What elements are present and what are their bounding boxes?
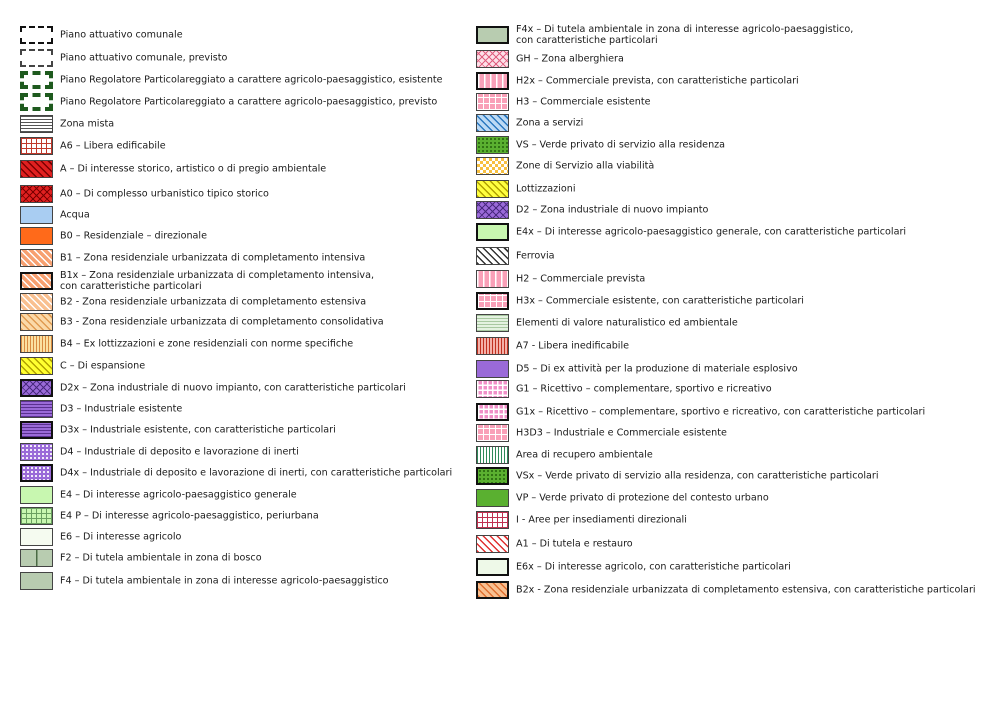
legend-label-line: F4 – Di tutela ambientale in zona di interesse agricolo-paesaggistico: [60, 575, 389, 587]
legend-item: [20, 184, 460, 204]
legend-label: [516, 364, 798, 375]
legend-label-line: B3 - Zona residenziale urbanizzata di completamento consolidativa: [60, 316, 384, 328]
legend-item: [20, 399, 460, 419]
legend-item: [20, 226, 460, 246]
legend-label-line: B0 – Residenziale – direzionale: [60, 230, 207, 242]
legend-label-line: Piano attuativo comunale: [60, 29, 183, 41]
legend-swatch: [20, 272, 53, 290]
legend-item: [20, 356, 460, 376]
legend-label-line: con caratteristiche particolari: [60, 281, 202, 292]
legend-label-line: con caratteristiche particolari: [516, 35, 658, 46]
legend-swatch: [20, 293, 53, 311]
legend-swatch: [20, 71, 53, 89]
legend-label: [60, 425, 336, 436]
legend-swatch: [476, 360, 509, 378]
legend-item: [20, 312, 460, 332]
legend-item: [20, 271, 460, 291]
legend-label: [516, 140, 725, 151]
legend-item: [20, 485, 460, 505]
legend-item: [20, 506, 460, 526]
legend-label: [516, 585, 976, 596]
legend-item: [476, 291, 976, 311]
legend-label: [60, 553, 262, 564]
legend-item: [20, 334, 460, 354]
legend-swatch: [20, 249, 53, 267]
legend-label-line: H2 – Commerciale prevista: [516, 273, 646, 285]
legend-label-line: A – Di interesse storico, artistico o di pregio ambientale: [60, 163, 327, 175]
legend-swatch: [476, 270, 509, 288]
legend-item: [20, 92, 460, 112]
legend-swatch: [476, 558, 509, 576]
legend-swatch: [20, 357, 53, 375]
legend-label: [516, 274, 645, 285]
legend-swatch: [476, 157, 509, 175]
legend-label: [60, 339, 353, 350]
legend-swatch: [476, 581, 509, 599]
legend-swatch: [20, 464, 53, 482]
legend-swatch: [20, 528, 53, 546]
legend-label-line: B2x - Zona residenziale urbanizzata di completamento estensiva, con caratteristiche particolari: [516, 584, 976, 596]
legend-label: [60, 119, 114, 130]
legend-item: [20, 463, 460, 483]
legend-swatch: [20, 379, 53, 397]
legend-label-line: D4 – Industriale di deposito e lavorazione di inerti: [60, 446, 299, 458]
legend-item: [476, 557, 976, 577]
legend-label: [516, 54, 624, 65]
legend-swatch: [20, 443, 53, 461]
legend-item: [476, 445, 976, 465]
legend-swatch: [476, 72, 509, 90]
legend-label: [60, 253, 365, 264]
legend-item: [20, 159, 460, 179]
legend-label: [60, 490, 297, 501]
legend-item: [20, 48, 460, 68]
legend-label-line: C – Di espansione: [60, 360, 146, 372]
legend-label-line: VSx – Verde privato di servizio alla residenza, con caratteristiche particolari: [516, 470, 879, 482]
legend-label-line: Ferrovia: [516, 250, 555, 262]
legend-label: [60, 447, 299, 458]
legend-item: [476, 269, 976, 289]
legend-swatch: [476, 403, 509, 421]
legend-item: [476, 222, 976, 242]
legend-label-line: B2 - Zona residenziale urbanizzata di completamento estensiva: [60, 296, 367, 308]
legend-swatch: [476, 180, 509, 198]
legend-label: [516, 493, 769, 504]
legend-swatch: [20, 572, 53, 590]
legend-label-line: VP – Verde privato di protezione del contesto urbano: [516, 492, 769, 504]
legend-label-line: B1x – Zona residenziale urbanizzata di completamento intensiva,: [60, 270, 375, 281]
legend-label: [516, 562, 791, 573]
legend-label: [60, 383, 406, 394]
legend-item: [20, 420, 460, 440]
legend-item: [20, 442, 460, 462]
legend-item: [20, 548, 460, 568]
legend-label: [60, 141, 166, 152]
legend-item: [476, 49, 976, 69]
legend-item: [476, 71, 976, 91]
legend-item: [476, 534, 976, 554]
legend-item: [20, 378, 460, 398]
legend-label-line: Piano Regolatore Particolareggiato a carattere agricolo-paesaggistico, esistente: [60, 74, 443, 86]
legend-label: [60, 30, 183, 41]
legend-label-line: Elementi di valore naturalistico ed ambientale: [516, 317, 738, 329]
legend-label: [60, 270, 374, 292]
legend-item: [476, 25, 976, 45]
legend-label: [516, 407, 925, 418]
legend-label: [516, 76, 799, 87]
legend-label-line: A6 – Libera edificabile: [60, 140, 166, 152]
legend-item: [20, 248, 460, 268]
legend-label: [60, 231, 207, 242]
legend-swatch: [476, 337, 509, 355]
legend-swatch: [476, 292, 509, 310]
legend-item: [476, 510, 976, 530]
legend-item: [476, 179, 976, 199]
legend-label-line: H2x – Commerciale prevista, con caratteristiche particolari: [516, 75, 799, 87]
legend-label-line: F2 – Di tutela ambientale in zona di bosco: [60, 552, 262, 564]
legend-label-line: G1 – Ricettivo – complementare, sportivo e ricreativo: [516, 383, 772, 395]
legend-label-line: Zone di Servizio alla viabilità: [516, 160, 655, 172]
legend-label-line: E4 P – Di interesse agricolo-paesaggistico, periurbana: [60, 510, 319, 522]
legend-swatch: [20, 137, 53, 155]
legend-label-line: VS – Verde privato di servizio alla residenza: [516, 139, 726, 151]
legend-swatch: [476, 50, 509, 68]
legend-label-line: D2x – Zona industriale di nuovo impianto, con caratteristiche particolari: [60, 382, 406, 394]
legend-label: [60, 189, 269, 200]
legend-item: [476, 466, 976, 486]
legend-label-line: D3x – Industriale esistente, con caratteristiche particolari: [60, 424, 336, 436]
legend-swatch: [20, 421, 53, 439]
legend-label: [516, 227, 906, 238]
legend-swatch: [20, 549, 53, 567]
legend-swatch: [20, 313, 53, 331]
legend-label-line: G1x – Ricettivo – complementare, sportivo e ricreativo, con caratteristiche particolari: [516, 406, 926, 418]
legend-item: [20, 292, 460, 312]
legend-label: [60, 53, 227, 64]
legend-item: [476, 246, 976, 266]
legend-swatch: [20, 227, 53, 245]
legend-item: [476, 200, 976, 220]
legend-swatch: [20, 115, 53, 133]
legend-label-line: H3 – Commerciale esistente: [516, 96, 651, 108]
legend-swatch: [20, 93, 53, 111]
legend-label-line: Lottizzazioni: [516, 183, 576, 195]
legend-item: [476, 359, 976, 379]
legend-label: [516, 450, 653, 461]
legend-label: [516, 97, 651, 108]
legend-swatch: [476, 424, 509, 442]
legend-label-line: B4 – Ex lottizzazioni e zone residenziali con norme specifiche: [60, 338, 354, 350]
legend-label: [60, 468, 452, 479]
legend-label: [516, 318, 738, 329]
legend-item: [20, 114, 460, 134]
legend-label-line: Area di recupero ambientale: [516, 449, 653, 461]
legend-label-line: H3D3 – Industriale e Commerciale esistente: [516, 427, 727, 439]
legend-swatch: [476, 223, 509, 241]
legend-swatch: [476, 201, 509, 219]
legend-item: [20, 136, 460, 156]
legend-item: [476, 423, 976, 443]
legend-label-line: E6 – Di interesse agricolo: [60, 531, 182, 543]
legend-label: [516, 515, 687, 526]
legend-label-line: D2 – Zona industriale di nuovo impianto: [516, 204, 709, 216]
legend-swatch: [476, 535, 509, 553]
legend-label-line: E4 – Di interesse agricolo-paesaggistico generale: [60, 489, 297, 501]
legend-swatch: [20, 26, 53, 44]
legend-swatch: [476, 511, 509, 529]
legend-swatch: [20, 486, 53, 504]
legend-label-line: D3 – Industriale esistente: [60, 403, 183, 415]
legend-label: [516, 539, 633, 550]
legend-label-line: E6x – Di interesse agricolo, con caratteristiche particolari: [516, 561, 791, 573]
legend-swatch: [20, 49, 53, 67]
legend-swatch: [476, 114, 509, 132]
legend-label-line: Acqua: [60, 209, 90, 221]
legend-label: [60, 361, 145, 372]
legend-item: [476, 313, 976, 333]
legend-label-line: Zona a servizi: [516, 117, 584, 129]
legend-item: [476, 402, 976, 422]
legend-item: [476, 135, 976, 155]
legend-label-line: Piano Regolatore Particolareggiato a carattere agricolo-paesaggistico, previsto: [60, 96, 438, 108]
legend-label: [60, 297, 366, 308]
legend-label: [516, 428, 727, 439]
legend-item: [476, 488, 976, 508]
legend-label: [60, 576, 389, 587]
legend-swatch: [476, 314, 509, 332]
legend-label-line: A1 – Di tutela e restauro: [516, 538, 633, 550]
legend-swatch: [20, 400, 53, 418]
legend-label-line: H3x – Commerciale esistente, con caratteristiche particolari: [516, 295, 804, 307]
legend-swatch: [476, 446, 509, 464]
legend-label: [60, 210, 90, 221]
legend-label: [60, 511, 319, 522]
legend-label: [516, 251, 555, 262]
legend-label-line: D4x – Industriale di deposito e lavorazione di inerti, con caratteristiche particolari: [60, 467, 453, 479]
legend-item: [20, 25, 460, 45]
legend-item: [20, 70, 460, 90]
legend-label: [516, 341, 629, 352]
legend-swatch: [476, 380, 509, 398]
legend-swatch: [20, 185, 53, 203]
legend-item: [476, 379, 976, 399]
legend-label: [516, 184, 576, 195]
legend-item: [476, 113, 976, 133]
legend-item: [20, 205, 460, 225]
legend-label-line: Zona mista: [60, 118, 115, 130]
legend-label: [60, 97, 437, 108]
legend-label: [516, 161, 654, 172]
legend-item: [476, 92, 976, 112]
legend-swatch: [476, 136, 509, 154]
legend-label-line: A7 - Libera inedificabile: [516, 340, 630, 352]
legend-label-line: F4x – Di tutela ambientale in zona di interesse agricolo-paesaggistico,: [516, 24, 854, 35]
legend-label-line: GH – Zona alberghiera: [516, 53, 624, 65]
legend-label: [516, 471, 879, 482]
legend-label-line: Piano attuativo comunale, previsto: [60, 52, 228, 64]
legend-swatch: [20, 507, 53, 525]
legend-label: [60, 404, 182, 415]
legend-label: [60, 532, 181, 543]
legend-label: [516, 205, 708, 216]
legend-label-line: D5 – Di ex attività per la produzione di materiale esplosivo: [516, 363, 798, 375]
legend-item: [20, 571, 460, 591]
legend-label-line: I - Aree per insediamenti direzionali: [516, 514, 687, 526]
legend-swatch: [20, 206, 53, 224]
legend-item: [476, 156, 976, 176]
legend-swatch: [476, 247, 509, 265]
legend-label: [516, 24, 853, 46]
legend-item: [476, 336, 976, 356]
legend-label: [60, 164, 326, 175]
legend-swatch: [20, 335, 53, 353]
legend-swatch: [476, 26, 509, 44]
legend-label: [516, 384, 772, 395]
legend-swatch: [476, 489, 509, 507]
legend-label-line: A0 – Di complesso urbanistico tipico storico: [60, 188, 269, 200]
legend-swatch: [476, 93, 509, 111]
legend-label: [516, 118, 583, 129]
legend-label: [60, 75, 443, 86]
legend-label: [516, 296, 804, 307]
legend-swatch: [20, 160, 53, 178]
legend-swatch: [476, 467, 509, 485]
legend-item: [476, 580, 976, 600]
legend-label: [60, 317, 384, 328]
legend-item: [20, 527, 460, 547]
legend-label-line: B1 – Zona residenziale urbanizzata di completamento intensiva: [60, 252, 366, 264]
legend-label-line: E4x – Di interesse agricolo-paesaggistico generale, con caratteristiche particolari: [516, 226, 907, 238]
